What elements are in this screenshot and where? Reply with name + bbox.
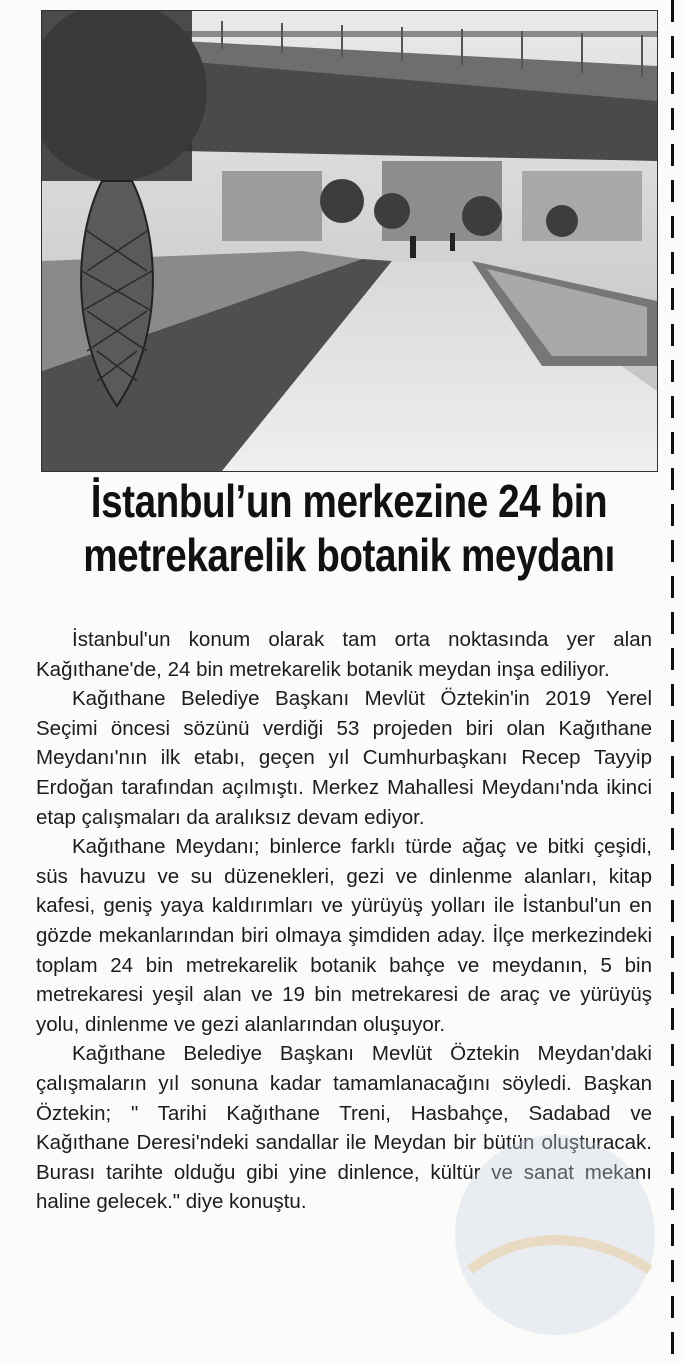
article-paragraph: Kağıthane Belediye Başkanı Mevlüt Öztekin Meydan'daki çalışmaların yıl sonuna kadar tamamlanacağını söyledi. Başkan Öztekin; " Tarihi Kağıthane Treni, Hasbahçe, Sadabad ve Kağıthane Deresi'ndeki sandallar ile Meydan bir bütün oluşturacak. Burası tarihte olduğu gibi yine dinlence, kültür ve sanat mekanı haline gelecek." diye konuştu. [36, 1042, 652, 1214]
park-photo-icon [42, 11, 657, 471]
headline-line-2: metrekarelik botanik meydanı [83, 529, 615, 581]
headline-line-1: İstanbul’un merkezine 24 bin [90, 475, 608, 527]
article-paragraph: Kağıthane Meydanı; binlerce farklı türde ağaç ve bitki çeşidi, süs havuzu ve su düzenekleri, gezi ve dinlenme alanları, kitap kafesi, geniş yaya kaldırımları ve yürüyüş yolları ile İstanbul'un en gözde mekanlarından biri olmaya şimdiden aday. İlçe merkezindeki toplam 24 bin metrekarelik botanik bahçe ve meydanın, 5 bin metrekaresi yeşil alan ve 19 bin metrekaresi de araç ve yürüyüş yolu, dinlenme ve gezi alanlarından oluşuyor. [36, 835, 652, 1036]
article-photo [41, 10, 658, 472]
column-divider [670, 0, 675, 1362]
headline [83, 474, 616, 582]
article-body [36, 625, 652, 1217]
article-paragraph: İstanbul'un konum olarak tam orta noktasında yer alan Kağıthane'de, 24 bin metrekarelik botanik meydan inşa ediliyor. [36, 628, 652, 681]
article-paragraph: Kağıthane Belediye Başkanı Mevlüt Öztekin'in 2019 Yerel Seçimi öncesi sözünü verdiği 53 projeden biri olan Kağıthane Meydanı'nın ilk etabı, geçen yıl Cumhurbaşkanı Recep Tayyip Erdoğan tarafından açılmıştı. Merkez Mahallesi Meydanı'nda ikinci etap çalışmaları da aralıksız devam ediyor. [36, 687, 652, 829]
